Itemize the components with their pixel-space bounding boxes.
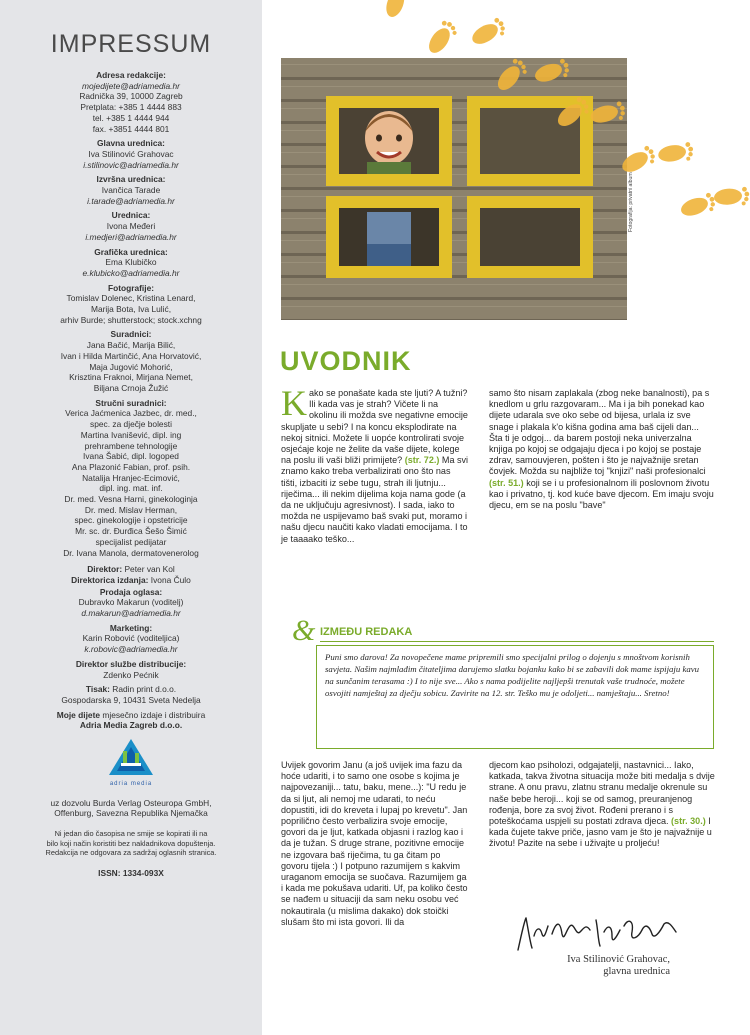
graphic-editor-heading: Grafička urednica: <box>94 246 168 257</box>
distribution-section <box>18 659 244 680</box>
ad-sales-heading: Prodaja oglasa: <box>99 586 163 597</box>
article-paragraph: Uvijek govorim Janu (a još uvijek ima fazu da hoće udariti, i to samo one osobe s kojima je najpovezaniji... tatu, baku, mene...): "U redu je da si ljut, ali nemoj me udarati, to neću dopustiti, idi do kreveta i lupaj po krevetu". Jan poprilično često verbalizira svoje emocije, govori da je ljut, katkada objasni i razlog kao i da je tužan. S druge strane, pozitivne emocije ne izgovara baš riječima, tu ga čitam po govoru tijela :) I potpuno razumijem s kakvim uraganom emocija se suočava. Razumijem ga i kada me pokušava udariti. Uf, pa koliko često se nađem u situaciji da sam neku osobu već nokautirala (u mislima dakako) dok stoički slušam što mi ista govori. Ili da <box>281 760 468 927</box>
publishing-director-line <box>18 575 244 586</box>
adria-media-logo-mark <box>101 737 161 779</box>
experts-line: Natalija Hranjec-Ecimović, <box>82 472 180 483</box>
ad-sales-name: Dubravko Makarun (voditelj) <box>78 597 184 608</box>
publishing-director-label: Direktorica izdanja: <box>71 574 149 585</box>
executive-editor-heading: Izvršna urednica: <box>96 174 166 185</box>
between-lines-divider <box>320 641 714 642</box>
article-paragraph <box>489 388 715 511</box>
copyright-line: Redakcija ne odgovara za sadržaj oglasnih stranica. <box>45 848 217 858</box>
impressum-sidebar <box>0 0 262 1035</box>
photos-line: Marija Bota, Iva Lulić, <box>90 304 172 315</box>
page-reference: (str. 51.) <box>489 477 524 488</box>
article-text: koji se i u profesionalnom ili poslovnom životu kao i privatno, tj. kod kuće bave djecom. Em imaju svoju djecu, em se na poslu "bave" <box>489 477 714 511</box>
article-column-1 <box>281 383 469 545</box>
experts-line: Dr. med. Mislav Herman, <box>84 504 178 515</box>
photos-line: arhiv Burde; shutterstock; stock.xchng <box>60 314 202 325</box>
handwritten-signature <box>512 912 682 956</box>
chief-editor-name: Iva Stilinović Grahovac <box>88 148 174 159</box>
article-text: djecom kao psiholozi, odgajatelji, nastavnici... Iako, katkada, takva životna situacija može biti medalja s dvije strane. A onu pravu, zlatnu stranu medalje okrenule su naše bebe heroji... koji se od samog, preuranjenog rođenja, bore za svoj život. Rođeni prerano i s poteškoćama uspjeli su postati zdrava djeca. <box>489 760 715 827</box>
print-label: Tisak: <box>85 684 110 695</box>
marketing-name: Karin Robović (voditeljica) <box>82 633 180 644</box>
experts-line: Dr. Ivana Manola, dermatovenerolog <box>63 547 199 558</box>
article-title: UVODNIK <box>280 346 412 376</box>
director-value: Peter van Kol <box>124 564 175 575</box>
associates-heading: Suradnici: <box>110 329 152 340</box>
photos-heading: Fotografije: <box>107 282 155 293</box>
chief-editor-section <box>18 138 244 170</box>
distribution-heading: Direktor službe distribucije: <box>75 658 187 669</box>
article-paragraph <box>281 383 469 545</box>
permission-line: uz dozvolu Burda Verlag Osteuropa GmbH, <box>50 797 212 808</box>
ampersand-icon: & <box>292 614 316 647</box>
copyright-note <box>18 829 244 858</box>
publisher-line <box>18 710 244 721</box>
copyright-line: bilo koji način koristiti bez nakladnikova dopuštenja. <box>46 838 216 848</box>
issn: ISSN: 1334-093X <box>98 867 164 878</box>
editor-name: Ivona Međeri <box>106 221 156 232</box>
between-lines-title: IZMEĐU REDAKA <box>320 626 413 638</box>
marketing-email[interactable]: k.robovic@adriamedia.hr <box>84 644 178 655</box>
footprints-decoration <box>380 0 750 230</box>
experts-line: specijalist pedijatar <box>95 536 167 547</box>
article-column-3 <box>281 760 469 928</box>
associates-line: Maja Jugović Mohorić, <box>89 361 173 372</box>
executive-editor-section <box>18 174 244 206</box>
director-label: Direktor: <box>87 564 123 575</box>
experts-line: dipl. ing. mat. inf. <box>99 483 163 494</box>
impressum-title: IMPRESSUM <box>50 30 212 58</box>
article-text: samo što nisam zaplakala (zbog neke banalnosti), pa s knedlom u grlu razgovaram... Ma i ja bih ponekad kao dijete udarala sve oko sebe od bijesa, urlala iz sve snage i plakala k'o kišna godina ama baš cijeli dan... Šta ti je odgoj... da barem postoji neka univerzalna knjiga po kojoj se odgajaju djeca i po kojoj se postaje zdrav, samouvjeren, pošten i što je najvažnije sretan čovjek. Možda su najbliže toj "knjizi" naši profesionalci <box>489 388 710 477</box>
page-reference: (str. 72.) <box>404 455 440 466</box>
editor-heading: Urednica: <box>111 210 151 221</box>
address-subscription: Pretplata: +385 1 4444 883 <box>80 102 182 113</box>
experts-line: Martina Ivanišević, dipl. ing <box>80 429 182 440</box>
ad-sales-section <box>18 587 244 619</box>
address-email[interactable]: mojedijete@adriamedia.hr <box>82 80 180 91</box>
between-lines-text: Puni smo darova! Za novopečene mame pripremili smo specijalni prilog o dojenju s mnoštvom korisnih savjeta. Našim najmlađim čitateljima darujemo slatku bojanku kako bi se zabavili dok mame ispijaju kavu na sunčanim terasama :) I to nije sve... Ako s nama podijelite najljepši trenutak vaše trudnoće, možete osvojiti namještaj za dječju sobicu. Zavirite na 12. str. Teško mu je odoljeti... namještaju... Sretno! <box>316 645 714 749</box>
editor-section <box>18 210 244 242</box>
graphic-editor-email[interactable]: e.klubicko@adriamedia.hr <box>82 267 180 278</box>
signature-name: Iva Stilinović Grahovac, <box>567 954 670 965</box>
publisher-brand: Moje dijete <box>56 709 101 720</box>
experts-line: Dr. med. Vesna Harni, ginekologinja <box>64 494 198 505</box>
photos-line: Tomislav Dolenec, Kristina Lenard, <box>66 293 196 304</box>
executive-editor-email[interactable]: i.tarade@adriamedia.hr <box>87 195 175 206</box>
associates-line: Krisztina Fraknoi, Mirjana Nemet, <box>69 372 193 383</box>
address-heading: Adresa redakcije: <box>96 70 166 80</box>
publisher-company: Adria Media Zagreb d.o.o. <box>79 720 183 731</box>
impressum-body <box>18 70 244 879</box>
print-address: Gospodarska 9, 10431 Sveta Nedelja <box>61 694 201 705</box>
experts-section <box>18 398 244 559</box>
director-line <box>18 564 244 575</box>
permission-note <box>18 798 244 819</box>
publishing-director-value: Ivona Čulo <box>150 574 191 585</box>
address-section <box>18 70 244 134</box>
article-text: I kada čujete takve priče, jasno vam je što je najvažnije u životu! Pazite na sebe i uživajte u proljeću! <box>489 816 712 849</box>
address-fax: fax. +3851 4444 801 <box>92 123 170 134</box>
marketing-heading: Marketing: <box>109 622 153 633</box>
experts-line: spec. ginekologije i opstetricije <box>74 515 188 526</box>
experts-line: Mr. sc. dr. Đurđica Šešo Šimić <box>75 526 187 537</box>
experts-line: spec. za dječje bolesti <box>90 419 172 430</box>
associates-line: Jana Bačić, Marija Bilić, <box>86 340 176 351</box>
ad-sales-email[interactable]: d.makarun@adriamedia.hr <box>81 608 181 619</box>
experts-heading: Stručni suradnici: <box>95 397 167 408</box>
article-paragraph <box>489 760 715 850</box>
article-column-2 <box>489 388 715 511</box>
article-text: Ma svi znamo kako treba verbalizirati ono što nas tišti, izbaciti iz sebe tugu, strah ili ljutnju... riječima... ili nekim dijelima koja nama gode (a da ne uključuju agresivnost). I sada, iako to možda ne uspijevamo baš svaki put, moramo i našu djecu naučiti kako vladati emocijama. I to je taaaako teško... <box>281 455 469 544</box>
print-line <box>18 684 244 695</box>
marketing-section <box>18 623 244 655</box>
chief-editor-heading: Glavna urednica: <box>97 138 165 149</box>
associates-line: Biljana Crnoja Žužić <box>93 382 169 393</box>
experts-line: prehrambene tehnologije <box>84 440 178 451</box>
signature-name-block <box>520 954 670 978</box>
logo-caption: adria media <box>109 781 153 788</box>
signature-role: glavna urednica <box>603 966 670 977</box>
graphic-editor-name: Ema Klubičko <box>105 257 157 268</box>
experts-line: Ivana Šabić, dipl. logoped <box>83 451 179 462</box>
distribution-name: Zdenko Pećnik <box>103 669 159 680</box>
adria-media-logo <box>101 737 161 779</box>
publisher-text: mjesečno izdaje i distribuira <box>102 709 206 720</box>
experts-line: Ana Plazonić Fabian, prof. psih. <box>71 461 191 472</box>
photo-credit: Fotografija: privatni album <box>628 172 634 232</box>
chief-editor-email[interactable]: i.stilinovic@adriamedia.hr <box>83 159 179 170</box>
associates-section <box>18 329 244 393</box>
copyright-line: Ni jedan dio časopisa ne smije se kopirati ili na <box>54 829 208 839</box>
address-street: Radnička 39, 10000 Zagreb <box>79 91 183 102</box>
graphic-editor-section <box>18 247 244 279</box>
experts-line: Verica Jaćmenica Jazbec, dr. med., <box>65 408 197 419</box>
print-value: Radin print d.o.o. <box>112 684 177 695</box>
executive-editor-name: Ivančica Tarade <box>101 185 161 196</box>
photos-section <box>18 283 244 326</box>
associates-line: Ivan i Hilda Martinčić, Ana Horvatović, <box>60 350 202 361</box>
article-column-4 <box>489 760 715 850</box>
page-reference: (str. 30.) <box>671 816 706 827</box>
address-tel: tel. +385 1 4444 944 <box>92 112 170 123</box>
permission-line: Offenburg, Savezna Republika Njemačka <box>54 808 208 819</box>
editor-email[interactable]: i.medjeri@adriamedia.hr <box>85 231 177 242</box>
drop-cap: K <box>281 383 307 423</box>
article-text: ako se ponašate kada ste ljuti? A tužni? Ili kada vas je strah? Vičete li na okolinu ili možda sve negativne emocije skupljate u sebi? I na koncu eksplodirate na nekoj sitnici. Možete li uopće kontrolirati svoje osjećaje koje ne želite da vaše dijete, kolege na poslu ili vaši bliži primijete? <box>281 388 468 466</box>
